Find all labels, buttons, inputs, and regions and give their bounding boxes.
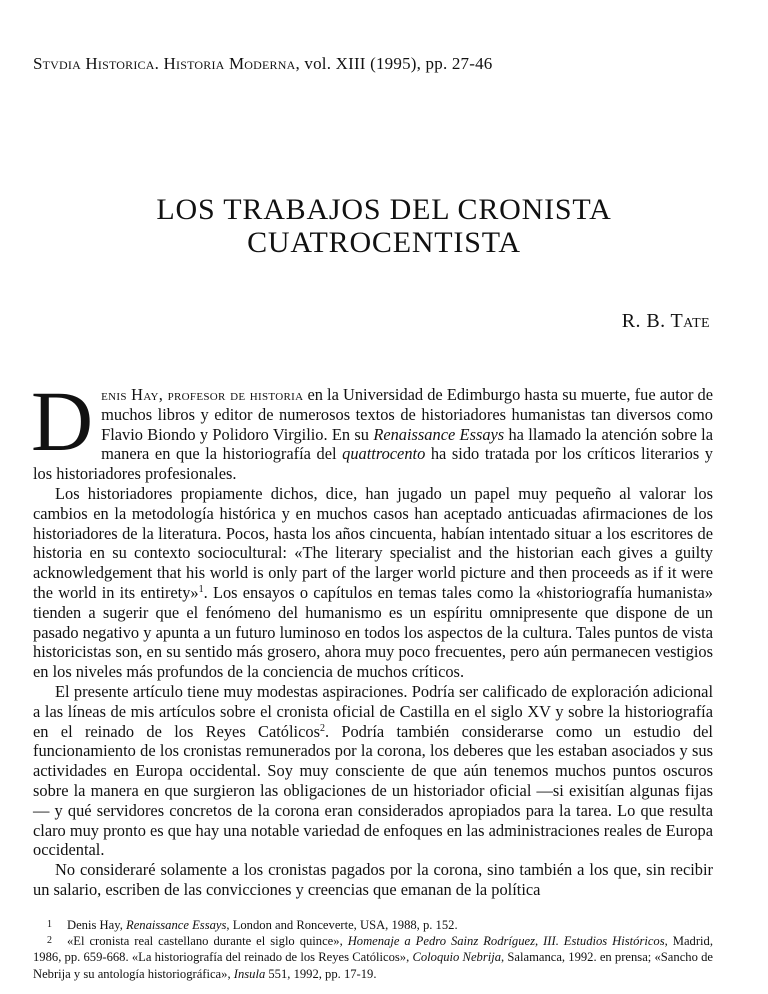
paragraph-1 <box>31 373 713 484</box>
paragraph-1-text-a: en la Universidad de Edimburgo hasta su muerte, fue autor de muchos libros y editor de numerosos textos de historiadores humanistas tan diversos como Flavio Biondo y Polidoro Virgilio. En su <box>101 385 713 444</box>
footnote-2-italic-2: Coloquio Nebrija <box>412 950 502 965</box>
footnote-2-text-c: , Salamanca, 1992. en prensa; «Sancho de Nebrija y su antología historiográfica», <box>33 950 713 981</box>
paragraph-2-text-b: . Los ensayos o capítulos en temas tales como la «historiografía humanista» tienden a sugerir que el fenómeno del humanismo es un espíritu omnipresente que dispone de un pasado negativo y apunta a un futuro luminoso en todos los aspectos de la cultura. Tales puntos de vista historicistas son, en su sentido más grosero, ahora muy poco frecuentes, pero aún permanecen vestigios en los niveles más profundos de la conciencia de muchos críticos. <box>33 582 713 682</box>
footnote-ref-1[interactable]: 1 <box>198 583 204 595</box>
paragraph-3-text-a: El presente artículo tiene muy modestas aspiraciones. Podría ser calificado de exploración adicional a las líneas de mis artículos sobre el cronista oficial de Castilla en el siglo XV y sobre la historiografía en el reinado de los Reyes Católicos <box>33 681 713 741</box>
footnote-2-italic-1: Homenaje a Pedro Sainz Rodríguez, III. Estudios Históricos <box>347 934 665 949</box>
journal-name: Stvdia Historica. Historia Moderna <box>33 54 296 73</box>
footnote-2 <box>33 933 713 982</box>
footnote-number-1: 1 <box>47 919 52 930</box>
paragraph-1-text-c: ha sido tratada por los críticos literarios y los historiadores profesionales. <box>33 444 713 484</box>
footnote-1-text-b: , London and Ronceverte, USA, 1988, p. 152. <box>226 918 458 932</box>
paragraph-4: No consideraré solamente a los cronistas pagados por la corona, sino también a los que, sin recibir un salario, escriben de las convicciones y creencias que emanan de la política <box>33 860 713 899</box>
drop-cap: D <box>31 373 94 469</box>
footnote-1-text-a: Denis Hay, <box>67 918 126 932</box>
article-body <box>31 373 713 900</box>
footnote-number-2: 2 <box>47 935 52 947</box>
title-line-1: LOS TRABAJOS DEL CRONISTA <box>156 193 612 226</box>
paragraph-2-text-a: Los historiadores propiamente dichos, dice, han jugado un papel muy pequeño al valorar los cambios en la metodología histórica y en muchos casos han aceptado anticuadas afirmaciones de los historiadores de la literatura. Pocos, hasta los años cincuenta, habían intentado situar a los escritores de historia en su contexto sociocultural: «The literary specialist and the historian each gives a guilty acknowledgement that his world is only part of the larger world picture and then proceeds as if it were the world in its entirety» <box>33 483 713 602</box>
footnote-1 <box>33 917 713 933</box>
footnote-2-italic-3: Insula <box>233 966 266 981</box>
opening-small-caps: enis Hay, profesor de historia <box>101 385 304 404</box>
running-head <box>33 54 733 74</box>
article-title <box>0 193 768 259</box>
italic-title: Renaissance Essays <box>373 424 505 444</box>
paragraph-3-text-b: . Podría también considerarse como un estudio del funcionamiento de los cronistas remunerados por la corona, los deberes que les estaban asociados y sus actividades en Europa occidental. Soy muy consciente de que aún tenemos muchos puntos oscuros sobre la manera en que surgieron las obligaciones de un historiador oficial —si exisitían algunas fijas— y qué servidores concretos de la corona eran considerados apropiados para la tarea. Lo que resulta claro muy pronto es que hay una notable variedad de enfoques en las administraciones reales de Europa occidental. <box>33 721 713 860</box>
paragraph-2 <box>33 484 713 682</box>
footnote-2-text-a: «El cronista real castellano durante el siglo quince», <box>67 934 348 949</box>
paragraph-3 <box>33 682 713 860</box>
title-line-2: CUATROCENTISTA <box>247 226 521 259</box>
footnote-1-italic: Renaissance Essays <box>126 918 227 932</box>
footnote-2-text-b: , Madrid, 1986, pp. 659-668. «La historiografía del reinado de los Reyes Católicos», <box>33 934 713 965</box>
italic-term: quattrocento <box>342 444 426 464</box>
paragraph-1-text-b: ha llamado la atención sobre la manera en que la historiografía del <box>101 424 713 464</box>
footnote-ref-2[interactable]: 2 <box>319 722 325 734</box>
footnote-2-text-d: 551, 1992, pp. 17-19. <box>265 966 377 981</box>
footnotes <box>33 917 713 982</box>
volume-pages: , vol. XIII (1995), pp. 27-46 <box>295 54 493 73</box>
article-author: R. B. Tate <box>621 310 710 332</box>
